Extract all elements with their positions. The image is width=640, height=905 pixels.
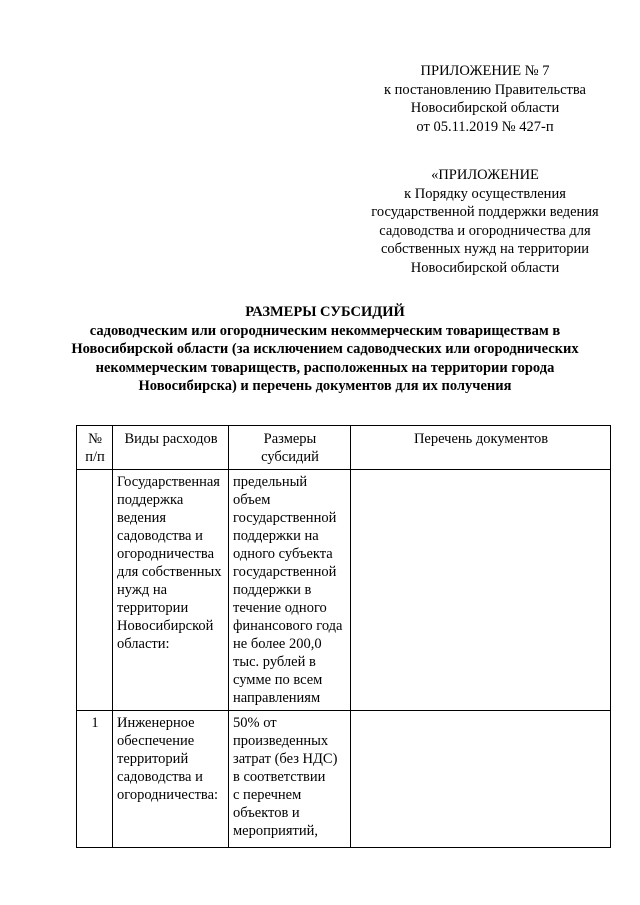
expense-line: для собственных — [117, 564, 222, 580]
expense-line: территорий — [117, 751, 189, 767]
size-line: объектов и — [233, 805, 300, 821]
size-line: не более 200,0 — [233, 636, 322, 652]
title-subtitle-line: садоводческим или огородническим некоммерческим товариществам в — [89, 322, 561, 339]
expense-line: Государственная — [117, 474, 220, 490]
title-subtitle-line: некоммерческим товариществ, расположенных на территории города — [95, 359, 555, 376]
size-line: поддержки в — [233, 582, 312, 598]
annex-line: к постановлению Правительства — [384, 81, 586, 98]
header-expense — [113, 426, 229, 470]
row-size — [229, 470, 351, 711]
annex-order-line: к Порядку осуществления — [404, 185, 566, 202]
size-line: государственной — [233, 510, 337, 526]
size-line: объем — [233, 492, 271, 508]
expense-line: садоводства и — [117, 528, 203, 544]
header-expense-line: Виды расходов — [124, 431, 218, 447]
header-size — [229, 426, 351, 470]
header-num-line: п/п — [85, 449, 105, 465]
annex-order-line: «ПРИЛОЖЕНИЕ — [431, 167, 539, 183]
header-docs-line: Перечень документов — [413, 431, 549, 447]
size-line: с перечнем — [233, 787, 302, 803]
expense-line: Инженерное — [117, 715, 195, 731]
expense-line: Новосибирской — [117, 618, 214, 634]
row-size — [229, 711, 351, 848]
header-size-line: Размеры — [263, 431, 317, 447]
expense-line: поддержка — [117, 492, 184, 508]
expense-line: области: — [117, 636, 170, 652]
annex-order-line: Новосибирской области — [410, 259, 560, 276]
size-line: 50% от — [233, 715, 277, 731]
header-docs — [351, 426, 611, 470]
size-line: произведенных — [233, 733, 329, 749]
subsidy-table — [76, 425, 611, 848]
size-line: государственной — [233, 564, 337, 580]
row-docs — [351, 470, 611, 711]
annex-line: ПРИЛОЖЕНИЕ № 7 — [420, 63, 550, 79]
expense-line: нужд на — [117, 582, 168, 598]
header-num — [77, 426, 113, 470]
header-size-line: субсидий — [261, 449, 319, 465]
size-line: направлениям — [233, 690, 321, 706]
size-line: сумме по всем — [233, 672, 323, 688]
size-line: тыс. рублей в — [233, 654, 316, 670]
size-line: поддержки на — [233, 528, 319, 544]
title-heading: РАЗМЕРЫ СУБСИДИЙ — [245, 304, 405, 320]
annex-order-line: государственной поддержки ведения — [371, 204, 599, 220]
annex-order-line: собственных нужд на территории — [380, 241, 590, 257]
table-row — [77, 711, 611, 848]
header-num-line: № — [88, 431, 102, 447]
table-header-row — [77, 426, 611, 470]
size-line: финансового года — [233, 618, 343, 634]
document-title — [60, 303, 590, 396]
annex-line: от 05.11.2019 № 427-п — [416, 118, 554, 135]
size-line: затрат (без НДС) — [233, 751, 338, 767]
title-subtitle-line: Новосибирской области (за исключением садоводческих или огороднических — [71, 341, 579, 357]
expense-line: ведения — [117, 510, 167, 526]
row-expense — [113, 470, 229, 711]
size-line: мероприятий, — [233, 823, 319, 839]
annex-order-header — [340, 166, 630, 277]
size-line: одного субъекта — [233, 546, 333, 562]
annex-line: Новосибирской области — [410, 100, 560, 116]
size-line: предельный — [233, 474, 308, 490]
title-subtitle-line: Новосибирска) и перечень документов для их получения — [138, 378, 512, 394]
row-num: 1 — [77, 711, 113, 848]
annex-order-line: садоводства и огородничества для — [379, 222, 591, 239]
expense-line: огородничества: — [117, 787, 219, 803]
expense-line: садоводства и — [117, 769, 203, 785]
expense-line: территории — [117, 600, 189, 616]
row-expense — [113, 711, 229, 848]
annex-header — [340, 62, 630, 136]
expense-line: огородничества — [117, 546, 215, 562]
row-docs — [351, 711, 611, 848]
size-line: в соответствии — [233, 769, 326, 785]
table-row — [77, 470, 611, 711]
row-num — [77, 470, 113, 711]
size-line: течение одного — [233, 600, 327, 616]
expense-line: обеспечение — [117, 733, 195, 749]
